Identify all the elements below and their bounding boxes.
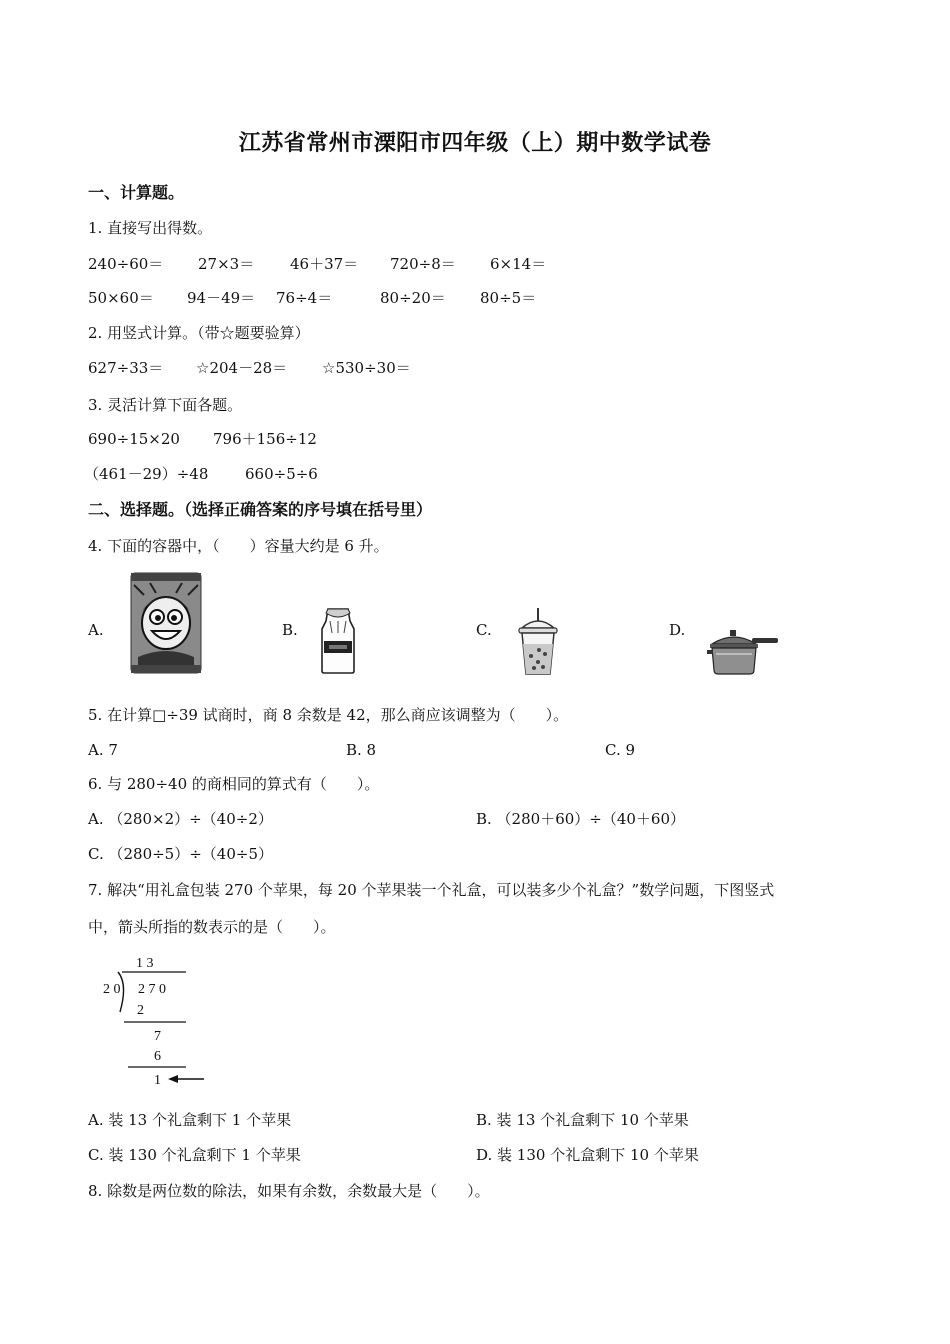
question-3-row-1 [88, 429, 317, 449]
question-5-option-c[interactable]: C. 9 [605, 741, 636, 759]
option-label-a: A. [88, 621, 104, 639]
question-2-stem: 2. 用竖式计算。（带☆题要验算） [88, 324, 310, 342]
milk-bottle-icon [318, 607, 358, 675]
bubble-tea-cup-icon [516, 606, 560, 678]
quotient: 1 3 [136, 956, 154, 971]
expression: ☆204－28＝ [196, 359, 288, 377]
expression: 50×60＝ [88, 289, 154, 307]
section-heading-choice: 二、选择题。（选择正确答案的序号填在括号里） [88, 500, 433, 519]
expression: ☆530÷30＝ [322, 359, 411, 377]
question-7-option-d[interactable]: D. 装 130 个礼盒剩下 10 个苹果 [476, 1146, 699, 1164]
expression: 76÷4＝ [276, 289, 333, 307]
pointer-arrow-icon [168, 1075, 204, 1083]
expression: 690÷15×20 [88, 430, 180, 448]
question-3-stem: 3. 灵活计算下面各题。 [88, 396, 243, 414]
question-8-stem: 8. 除数是两位数的除法，如果有余数，余数最大是（ ）。 [88, 1182, 490, 1200]
expression: 94－49＝ [187, 289, 256, 307]
expression: 80÷20＝ [380, 289, 446, 307]
expression: 240÷60＝ [88, 255, 164, 273]
option-label-c: C. [476, 621, 492, 639]
question-1-row-2 [88, 288, 536, 308]
question-4-stem: 4. 下面的容器中，（ ）容量大约是 6 升。 [88, 537, 389, 555]
question-6-stem: 6. 与 280÷40 的商相同的算式有（ ）。 [88, 775, 380, 793]
question-5-option-b[interactable]: B. 8 [346, 741, 377, 759]
expression: 46＋37＝ [290, 255, 359, 273]
question-1-stem: 1. 直接写出得数。 [88, 219, 213, 237]
question-1-row-1 [88, 254, 546, 274]
long-division-figure [100, 950, 210, 1090]
expression: 720÷8＝ [390, 255, 456, 273]
question-5-stem: 5. 在计算□÷39 试商时，商 8 余数是 42，那么商应该调整为（ ）。 [88, 706, 569, 724]
question-6-option-a[interactable]: A. （280×2）÷（40÷2） [88, 810, 273, 828]
expression: 627÷33＝ [88, 359, 164, 377]
expression: 27×3＝ [198, 255, 255, 273]
dividend: 2 7 0 [138, 982, 166, 997]
question-6-option-b[interactable]: B. （280＋60）÷（40＋60） [476, 810, 686, 828]
question-7-option-a[interactable]: A. 装 13 个礼盒剩下 1 个苹果 [88, 1111, 292, 1129]
expression: 796＋156÷12 [213, 430, 317, 448]
option-label-d: D. [669, 621, 686, 639]
divisor: 2 0 [103, 982, 121, 997]
expression: （461－29）÷48 [84, 465, 209, 483]
option-label-b: B. [282, 621, 298, 639]
expression: 80÷5＝ [480, 289, 537, 307]
division-step-2: 7 [154, 1029, 161, 1044]
page-title: 江苏省常州市溧阳市四年级（上）期中数学试卷 [238, 130, 712, 156]
expression: 6×14＝ [490, 255, 547, 273]
section-heading-calculation: 一、计算题。 [88, 183, 185, 202]
pressure-cooker-icon [706, 628, 780, 676]
division-step-3: 6 [154, 1049, 161, 1064]
question-7-stem-line-1: 7. 解决“用礼盒包装 270 个苹果，每 20 个苹果装一个礼盒，可以装多少个礼盒？”数学问题，下图竖式 [88, 881, 775, 899]
question-7-stem-line-2: 中，箭头所指的数表示的是（ ）。 [88, 918, 336, 936]
question-2-row [88, 358, 411, 378]
juice-can-icon [130, 571, 202, 675]
expression: 660÷5÷6 [245, 465, 318, 483]
question-7-option-c[interactable]: C. 装 130 个礼盒剩下 1 个苹果 [88, 1146, 301, 1164]
question-6-option-c[interactable]: C. （280÷5）÷（40÷5） [88, 845, 273, 863]
question-3-row-2 [84, 464, 318, 484]
division-remainder: 1 [154, 1073, 161, 1088]
question-5-option-a[interactable]: A. 7 [88, 741, 118, 759]
division-step-1: 2 [137, 1003, 144, 1018]
question-7-option-b[interactable]: B. 装 13 个礼盒剩下 10 个苹果 [476, 1111, 689, 1129]
